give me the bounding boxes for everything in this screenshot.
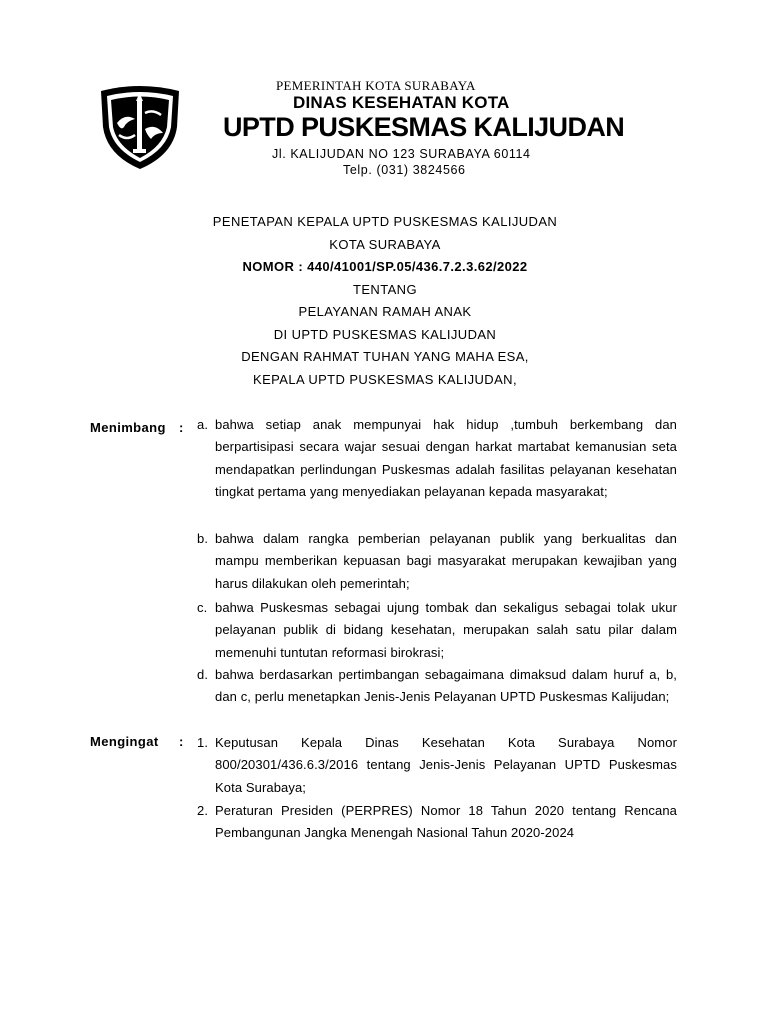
item-marker: d.: [197, 667, 209, 682]
item-text: bahwa setiap anak mempunyai hak hidup ,tumbuh berkembang dan berpartisipasi secara wajar sesuai dengan harkat martabat kemanusian seta mendapatkan perlindungan Puskesmas adalah fasilitas pelayanan kesehatan tingkat pertama yang menyediakan pelayanan kepada masyarakat;: [215, 417, 677, 500]
kop-alamat: Jl. KALIJUDAN NO 123 SURABAYA 60114: [272, 147, 531, 161]
kop-telp: Telp. (031) 3824566: [343, 163, 466, 177]
mengingat-item-2: [197, 800, 677, 845]
title-subject: PELAYANAN RAMAH ANAK: [298, 304, 472, 319]
item-text: bahwa berdasarkan pertimbangan sebagaimana dimaksud dalam huruf a, b, dan c, perlu menetapkan Jenis-Jenis Pelayanan UPTD Puskesmas Kalijudan;: [215, 667, 677, 705]
kop-dinas: DINAS KESEHATAN KOTA: [293, 93, 510, 112]
mengingat-label: Mengingat: [90, 734, 159, 749]
menimbang-colon: :: [179, 420, 184, 435]
mengingat-item-1: [197, 732, 677, 799]
item-text: Peraturan Presiden (PERPRES) Nomor 18 Tahun 2020 tentang Rencana Pembangunan Jangka Menengah Nasional Tahun 2020-2024: [215, 803, 677, 841]
menimbang-item-d: [197, 664, 677, 709]
item-marker: a.: [197, 417, 209, 432]
item-marker: c.: [197, 600, 208, 615]
title-line-2: KOTA SURABAYA: [329, 236, 441, 252]
item-marker: b.: [197, 531, 209, 546]
title-tentang: TENTANG: [353, 281, 417, 297]
title-rahmat: DENGAN RAHMAT TUHAN YANG MAHA ESA,: [241, 349, 529, 364]
title-nomor: NOMOR : 440/41001/SP.05/436.7.2.3.62/2022: [242, 259, 528, 274]
kop-pemerintah: PEMERINTAH KOTA SURABAYA: [276, 78, 476, 93]
menimbang-item-c: [197, 597, 677, 664]
item-marker: 2.: [197, 803, 209, 818]
item-text: bahwa Puskesmas sebagai ujung tombak dan sekaligus sebagai tolak ukur pelayanan publik di bidang kesehatan, merupakan salah satu pilar dalam memenuhi tuntutan reformasi birokrasi;: [215, 600, 677, 660]
title-location: DI UPTD PUSKESMAS KALIJUDAN: [273, 326, 497, 342]
item-marker: 1.: [197, 735, 209, 750]
title-line-1: PENETAPAN KEPALA UPTD PUSKESMAS KALIJUDAN: [212, 214, 558, 229]
menimbang-item-b: [197, 528, 677, 595]
item-text: bahwa dalam rangka pemberian pelayanan publik yang berkualitas dan mampu memberikan kepuasan bagi masyarakat merupakan kewajiban yang harus dilakukan oleh pemerintah;: [215, 531, 677, 591]
title-kepala: KEPALA UPTD PUSKESMAS KALIJUDAN,: [253, 371, 517, 387]
kop-unit-title: UPTD PUSKESMAS KALIJUDAN: [223, 112, 625, 142]
mengingat-colon: :: [179, 734, 184, 749]
menimbang-item-a: [197, 414, 677, 504]
item-text: Keputusan Kepala Dinas Kesehatan Kota Surabaya Nomor 800/20301/436.6.3/2016 tentang Jenis-Jenis Pelayanan UPTD Puskesmas Kota Surabaya;: [215, 735, 677, 795]
surabaya-emblem-icon: [97, 83, 183, 171]
decree-title-block: [95, 211, 675, 391]
menimbang-label: Menimbang: [90, 420, 166, 435]
